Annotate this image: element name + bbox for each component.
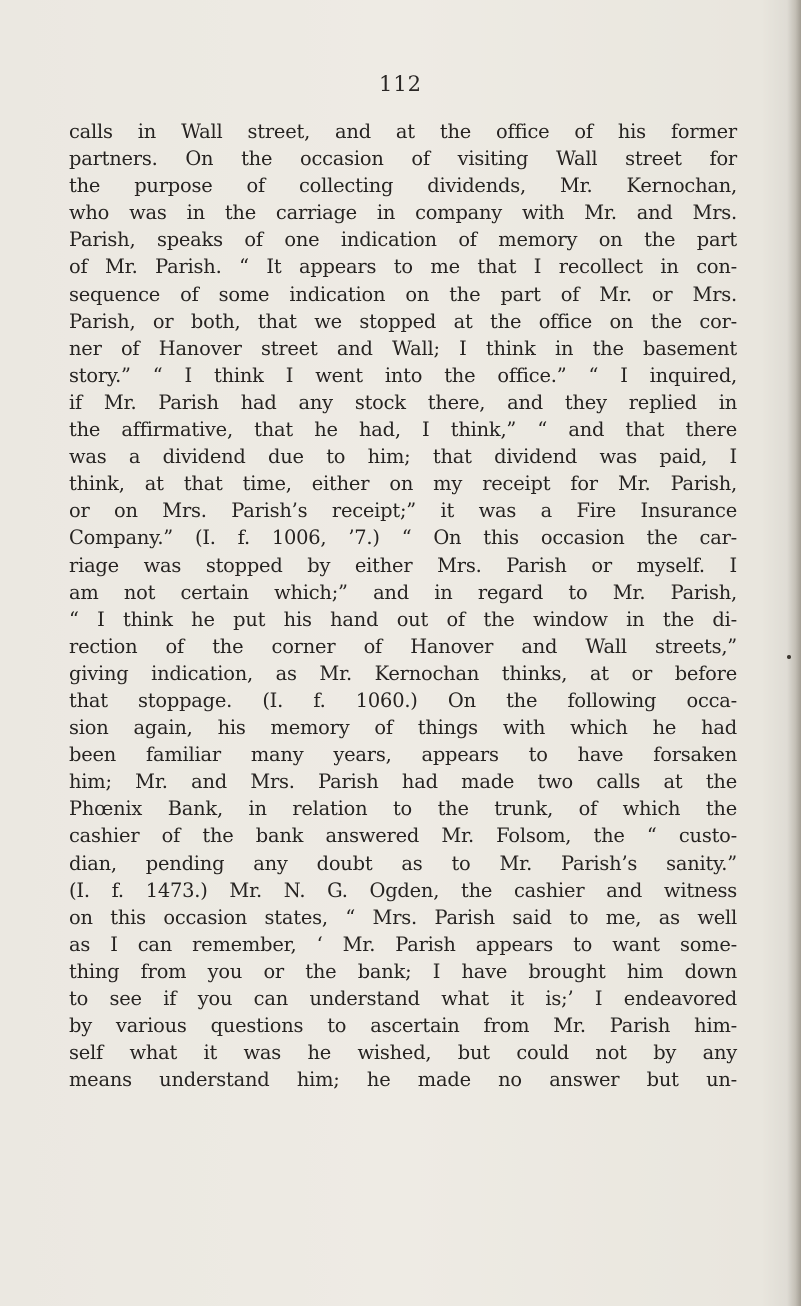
- text-line: partners. On the occasion of visiting Wall street for: [69, 147, 737, 171]
- text-line: Phœnix Bank, in relation to the trunk, of which the: [69, 797, 737, 821]
- text-line: as I can remember, ‘ Mr. Parish appears to want some-: [69, 932, 737, 956]
- text-line: on this occasion states, “ Mrs. Parish said to me, as well: [69, 905, 737, 929]
- text-line: giving indication, as Mr. Kernochan thinks, at or before: [69, 661, 737, 685]
- text-line: cashier of the bank answered Mr. Folsom, the “ custo-: [69, 824, 737, 848]
- text-line: riage was stopped by either Mrs. Parish or myself. I: [69, 553, 737, 577]
- text-line: story.” “ I think I went into the office.” “ I inquired,: [69, 363, 737, 387]
- text-line: was a dividend due to him; that dividend was paid, I: [69, 445, 737, 469]
- text-line: if Mr. Parish had any stock there, and they replied in: [69, 390, 737, 414]
- text-line: means understand him; he made no answer but un-: [69, 1068, 737, 1092]
- text-line: Parish, or both, that we stopped at the office on the cor-: [69, 309, 737, 333]
- text-line: Company.” (I. f. 1006, ’7.) “ On this occasion the car-: [69, 526, 737, 550]
- text-line: self what it was he wished, but could not by any: [69, 1041, 737, 1065]
- text-line: who was in the carriage in company with Mr. and Mrs.: [69, 201, 737, 225]
- text-line: of Mr. Parish. “ It appears to me that I recollect in con-: [69, 255, 737, 279]
- text-line: him; Mr. and Mrs. Parish had made two calls at the: [69, 770, 737, 794]
- text-line: rection of the corner of Hanover and Wall streets,”: [69, 634, 737, 658]
- page-edge-shadow: [787, 0, 801, 1306]
- text-line: dian, pending any doubt as to Mr. Parish’s sanity.”: [69, 851, 737, 875]
- text-line: sion again, his memory of things with which he had: [69, 716, 737, 740]
- text-line: calls in Wall street, and at the office of his former: [69, 120, 737, 143]
- text-line: or on Mrs. Parish’s receipt;” it was a Fire Insurance: [69, 499, 737, 523]
- text-line: ner of Hanover street and Wall; I think in the basement: [69, 336, 737, 360]
- text-line: am not certain which;” and in regard to Mr. Parish,: [69, 580, 737, 604]
- text-line: the affirmative, that he had, I think,” “ and that there: [69, 418, 737, 442]
- text-line: “ I think he put his hand out of the window in the di-: [69, 607, 737, 631]
- text-line: by various questions to ascertain from Mr. Parish him-: [69, 1014, 737, 1038]
- text-line: think, at that time, either on my receipt for Mr. Parish,: [69, 472, 737, 496]
- text-line: to see if you can understand what it is;’ I endeavored: [69, 987, 737, 1010]
- body-text: [69, 118, 737, 1093]
- margin-mark: [787, 655, 791, 659]
- page-number: 112: [378, 72, 423, 96]
- text-line: been familiar many years, appears to have forsaken: [69, 743, 737, 767]
- text-line: thing from you or the bank; I have brought him down: [69, 959, 737, 983]
- text-line: Parish, speaks of one indication of memory on the part: [69, 228, 737, 252]
- text-line: (I. f. 1473.) Mr. N. G. Ogden, the cashier and witness: [69, 878, 737, 902]
- text-line: the purpose of collecting dividends, Mr. Kernochan,: [69, 174, 737, 198]
- text-line: sequence of some indication on the part of Mr. or Mrs.: [69, 282, 737, 306]
- text-line: that stoppage. (I. f. 1060.) On the following occa-: [69, 688, 737, 712]
